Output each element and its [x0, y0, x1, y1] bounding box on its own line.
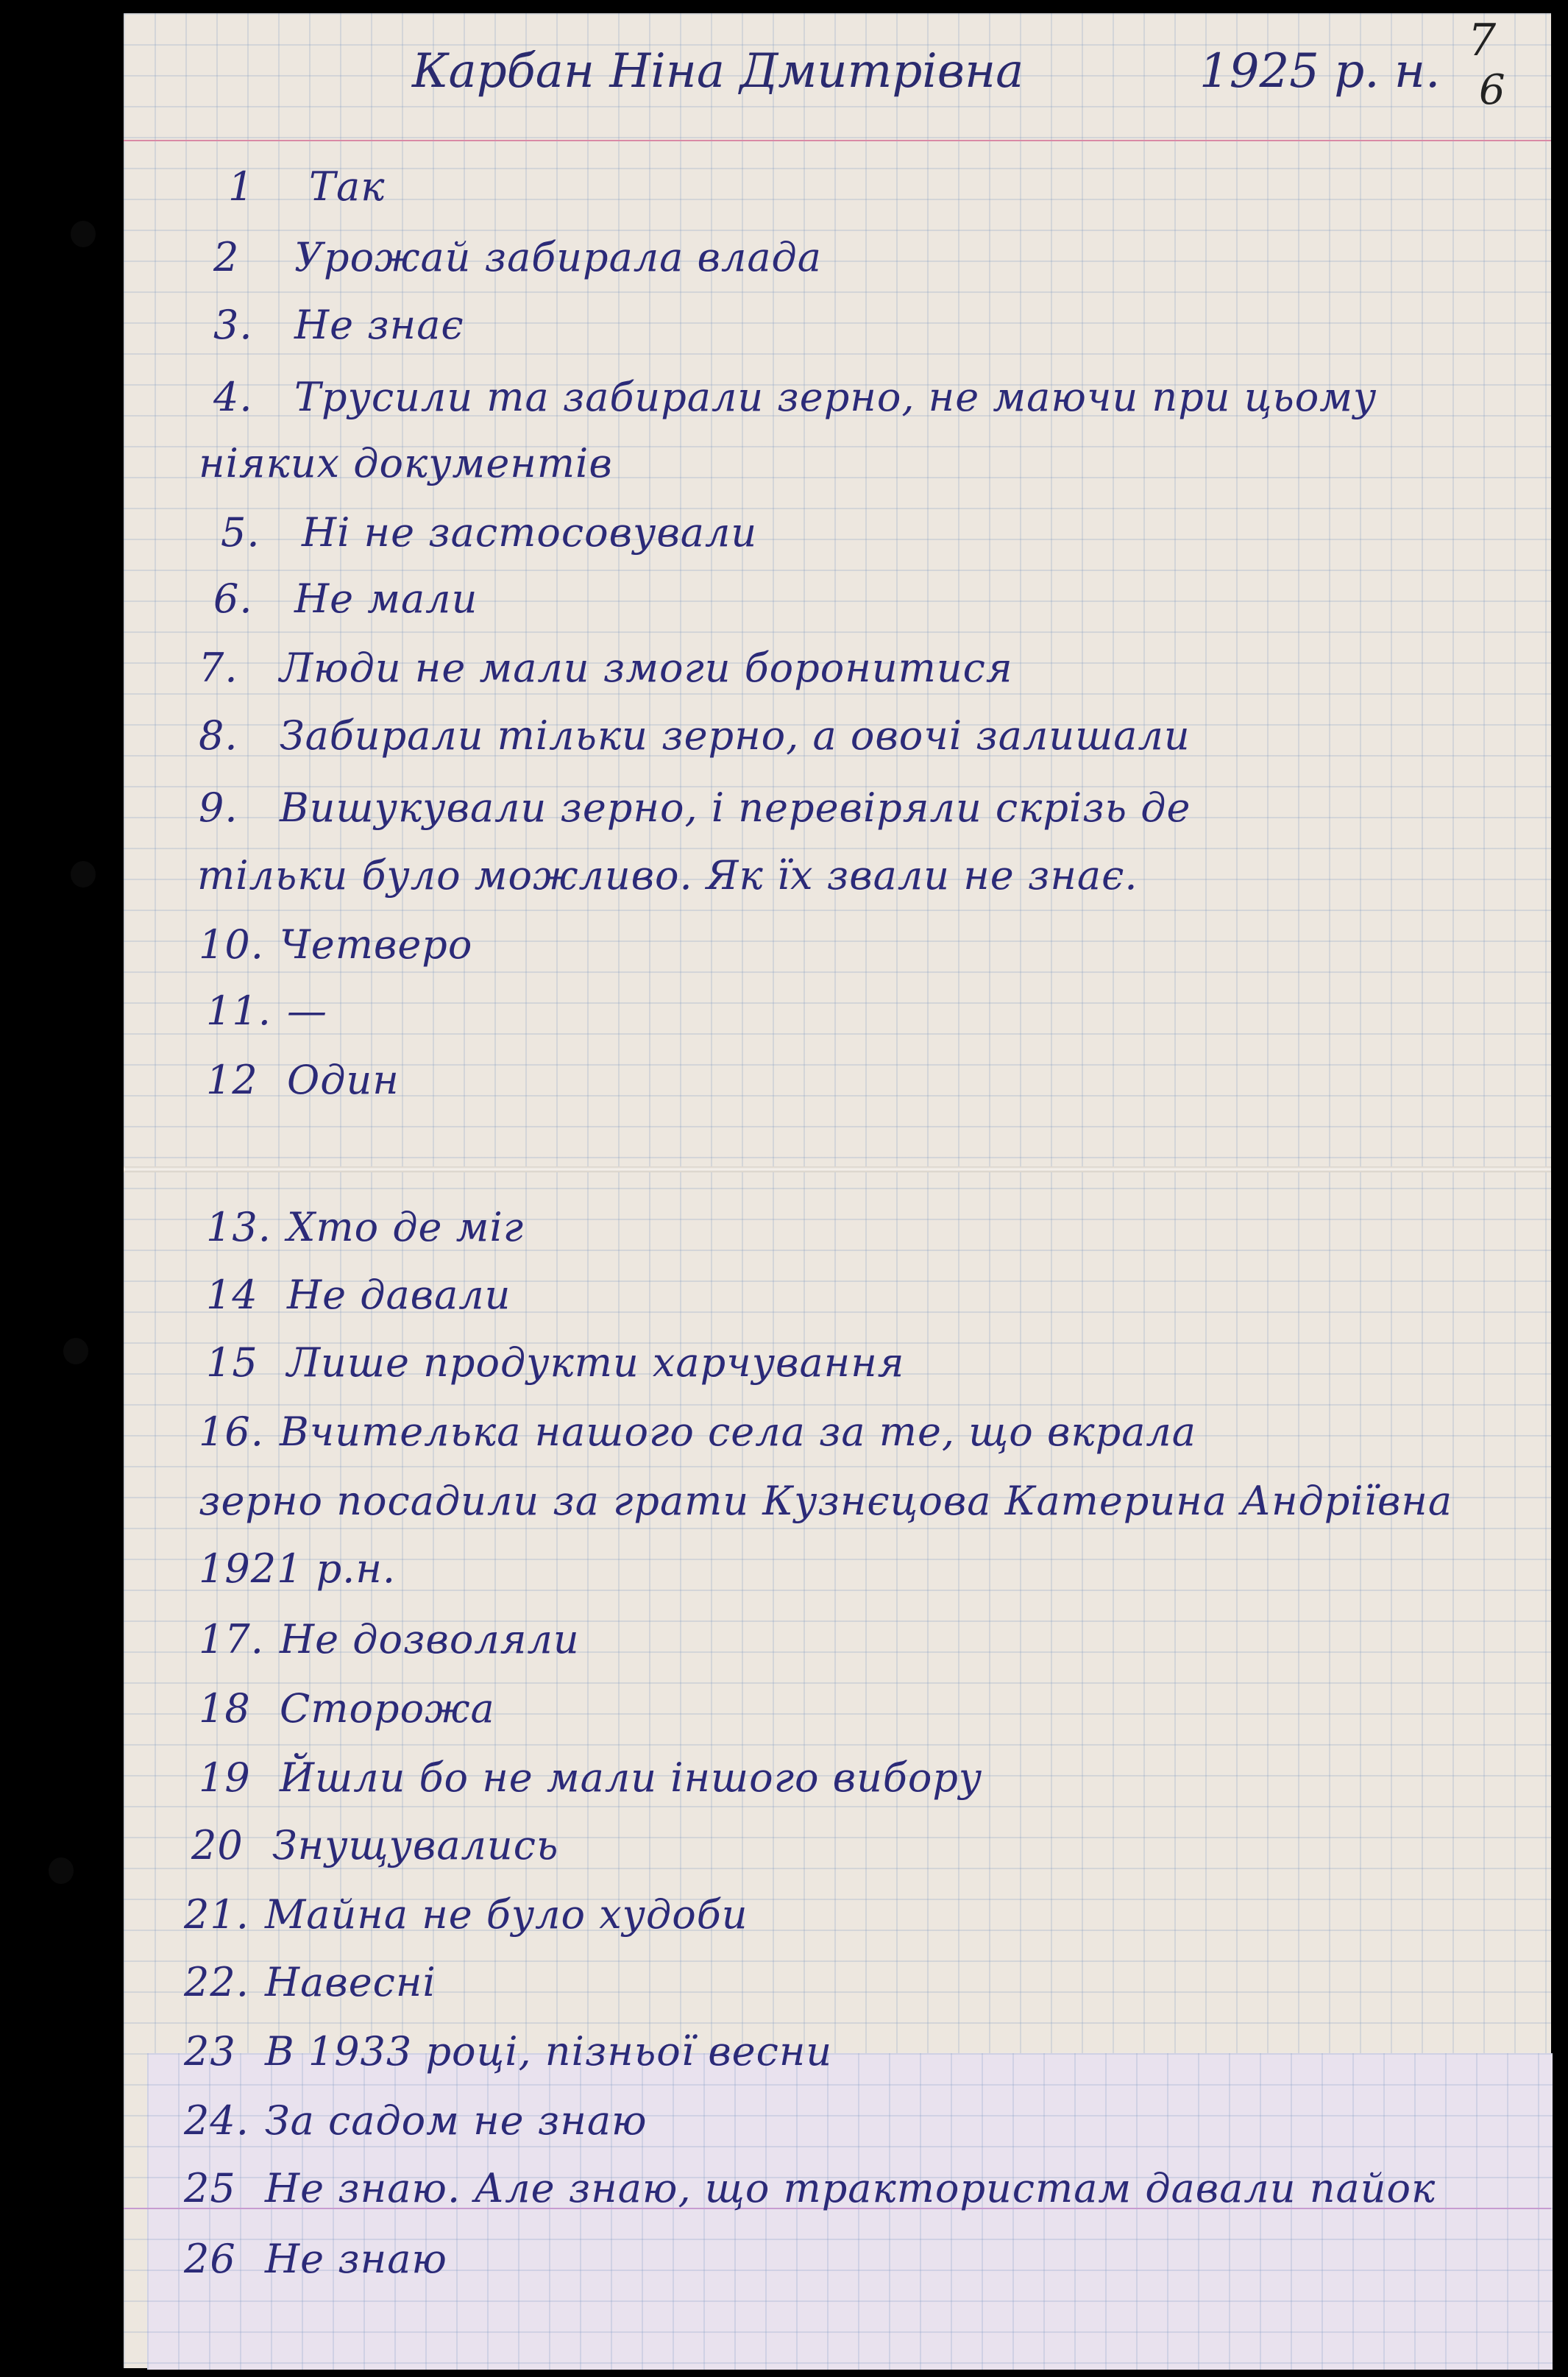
- answer-line: 4. Трусили та забирали зерно, не маючи при цьому: [213, 374, 1377, 420]
- answer-line: 26 Не знаю: [184, 2236, 447, 2282]
- answer-line: 7. Люди не мали змоги боронитися: [199, 645, 1013, 691]
- page-number-bottom: 6: [1479, 66, 1505, 114]
- answer-line: 22. Навесні: [184, 1959, 436, 2005]
- header-margin-line: [124, 140, 1551, 141]
- answer-line: 12 Один: [206, 1057, 400, 1103]
- answer-line: 17. Не дозволяли: [199, 1616, 580, 1662]
- paper-fold: [124, 1166, 1551, 1172]
- answer-line: 15 Лише продукти харчування: [206, 1339, 905, 1386]
- answer-line: 25 Не знаю. Але знаю, що трактористам давали пайок: [184, 2165, 1436, 2211]
- respondent-name: Карбан Ніна Дмитрівна: [412, 44, 1024, 99]
- answer-line: 3. Не знає: [213, 302, 464, 348]
- punch-hole-1: [71, 221, 96, 247]
- answer-line: 13. Хто де міг: [206, 1204, 525, 1250]
- birth-year: 1925 р. н.: [1199, 44, 1441, 99]
- answer-line: 19 Йшли бо не мали іншого вибору: [199, 1754, 983, 1801]
- punch-hole-4: [49, 1857, 74, 1884]
- answer-line: 16. Вчителька нашого села за те, що вкрала: [199, 1409, 1196, 1455]
- answer-line: 1 Так: [228, 163, 386, 210]
- punch-hole-2: [71, 861, 96, 888]
- answer-line: 6. Не мали: [213, 575, 478, 622]
- answer-line: 5. Ні не застосовували: [221, 509, 758, 556]
- answer-line: 24. За садом не знаю: [184, 2097, 648, 2144]
- answer-line: 2 Урожай забирала влада: [213, 234, 822, 280]
- answer-line: 18 Сторожа: [199, 1685, 495, 1732]
- document-header: [412, 29, 1442, 110]
- answer-line: 8. Забирали тільки зерно, а овочі залишали: [199, 712, 1191, 759]
- answer-line: 1921 р.н.: [199, 1545, 397, 1592]
- answer-line: зерно посадили за грати Кузнєцова Катерина Андріївна: [199, 1478, 1453, 1524]
- page-number-top: 7: [1468, 15, 1497, 66]
- answer-line: 23 В 1933 році, пізньої весни: [184, 2028, 833, 2075]
- answer-line: 20 Знущувались: [191, 1822, 559, 1868]
- answer-line: 11. —: [206, 988, 327, 1034]
- answer-line: тільки було можливо. Як їх звали не знає.: [197, 852, 1138, 899]
- paper-sheet: [124, 13, 1551, 2368]
- answer-line: 10. Четверо: [199, 921, 473, 968]
- answer-line: 21. Майна не було худоби: [184, 1891, 748, 1938]
- answer-line: 9. Вишукували зерно, і перевіряли скрізь де: [199, 784, 1191, 831]
- answer-line: ніяких документів: [199, 440, 613, 486]
- answer-line: 14 Не давали: [206, 1272, 511, 1318]
- punch-hole-3: [63, 1338, 88, 1364]
